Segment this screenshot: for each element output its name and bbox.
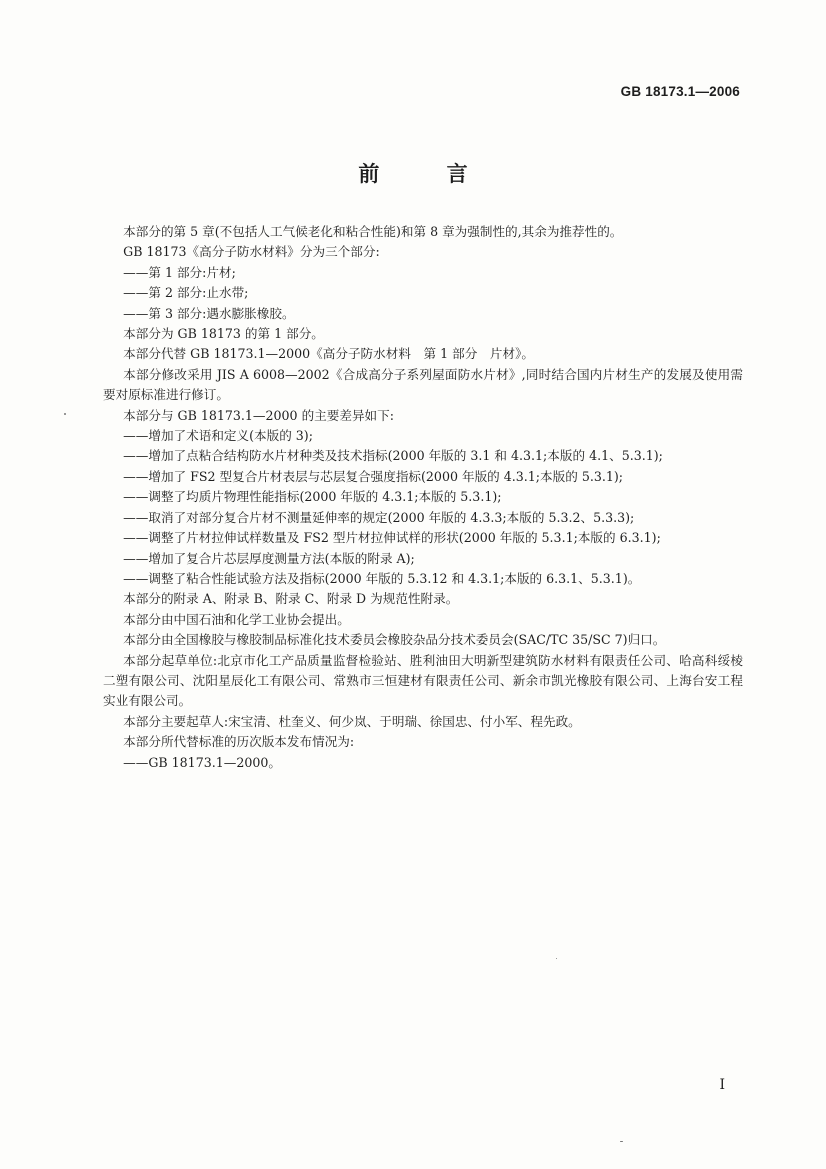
change-item-5: ——取消了对部分复合片材不测量延伸率的规定(2000 年版的 4.3.3;本版的 5.3.2、5.3.3); bbox=[123, 509, 635, 525]
change-item-3: ——增加了 FS2 型复合片材表层与芯层复合强度指标(2000 年版的 4.3.1;本版的 5.3.1); bbox=[123, 468, 624, 484]
paragraph-13: ——GB 18173.1—2000。 bbox=[123, 754, 281, 770]
paragraph-11: 本部分主要起草人:宋宝清、杜奎义、何少岚、于明瑞、徐国忠、付小军、程先政。 bbox=[123, 713, 581, 729]
list-item-part-1: ——第 1 部分:片材; bbox=[123, 264, 236, 280]
paragraph-3: 本部分为 GB 18173 的第 1 部分。 bbox=[123, 326, 324, 342]
change-item-7: ——增加了复合片芯层厚度测量方法(本版的附录 A); bbox=[123, 550, 415, 566]
page-title: 前 言 bbox=[358, 161, 498, 186]
paragraph-4: 本部分代替 GB 18173.1—2000《高分子防水材料 第 1 部分 片材》。 bbox=[123, 346, 534, 362]
paragraph-7: 本部分的附录 A、附录 B、附录 C、附录 D 为规范性附录。 bbox=[123, 591, 459, 607]
foreword-body bbox=[103, 222, 743, 773]
paragraph-12: 本部分所代替标准的历次版本发布情况为: bbox=[123, 734, 355, 750]
standard-code: GB 18173.1—2006 bbox=[620, 84, 740, 99]
paragraph-10: 本部分起草单位:北京市化工产品质量监督检验站、胜利油田大明新型建筑防水材料有限责任公司、哈高科绥棱二塑有限公司、沈阳星辰化工有限公司、常熟市三恒建材有限责任公司、新余市凯光橡胶有限公司、上海台安工程实业有限公司。 bbox=[103, 652, 743, 709]
list-item-part-2: ——第 2 部分:止水带; bbox=[123, 285, 249, 301]
page-number: I bbox=[719, 1077, 725, 1093]
scan-speck bbox=[556, 958, 557, 959]
paragraph-2: GB 18173《高分子防水材料》分为三个部分: bbox=[123, 244, 380, 260]
change-item-1: ——增加了术语和定义(本版的 3); bbox=[123, 428, 313, 444]
paragraph-9: 本部分由全国橡胶与橡胶制品标准化技术委员会橡胶杂品分技术委员会(SAC/TC 35/SC 7)归口。 bbox=[123, 632, 666, 648]
change-item-4: ——调整了均质片物理性能指标(2000 年版的 4.3.1;本版的 5.3.1); bbox=[123, 489, 502, 505]
scan-speck bbox=[64, 413, 66, 415]
list-item-part-3: ——第 3 部分:遇水膨胀橡胶。 bbox=[123, 305, 295, 321]
scan-speck bbox=[620, 1141, 623, 1142]
paragraph-1: 本部分的第 5 章(不包括人工气候老化和粘合性能)和第 8 章为强制性的,其余为推荐性的。 bbox=[123, 224, 623, 239]
paragraph-6: 本部分与 GB 18173.1—2000 的主要差异如下: bbox=[123, 407, 394, 423]
change-item-2: ——增加了点粘合结构防水片材种类及技术指标(2000 年版的 3.1 和 4.3.1;本版的 4.1、5.3.1); bbox=[123, 448, 663, 464]
change-item-8: ——调整了粘合性能试验方法及指标(2000 年版的 5.3.12 和 4.3.1;本版的 6.3.1、5.3.1)。 bbox=[123, 570, 641, 586]
change-item-6: ——调整了片材拉伸试样数量及 FS2 型片材拉伸试样的形状(2000 年版的 5.3.1;本版的 6.3.1); bbox=[123, 530, 661, 546]
paragraph-8: 本部分由中国石油和化学工业协会提出。 bbox=[123, 611, 350, 627]
paragraph-5: 本部分修改采用 JIS A 6008—2002《合成高分子系列屋面防水片材》,同时结合国内片材生产的发展及使用需要对原标准进行修订。 bbox=[103, 366, 743, 403]
